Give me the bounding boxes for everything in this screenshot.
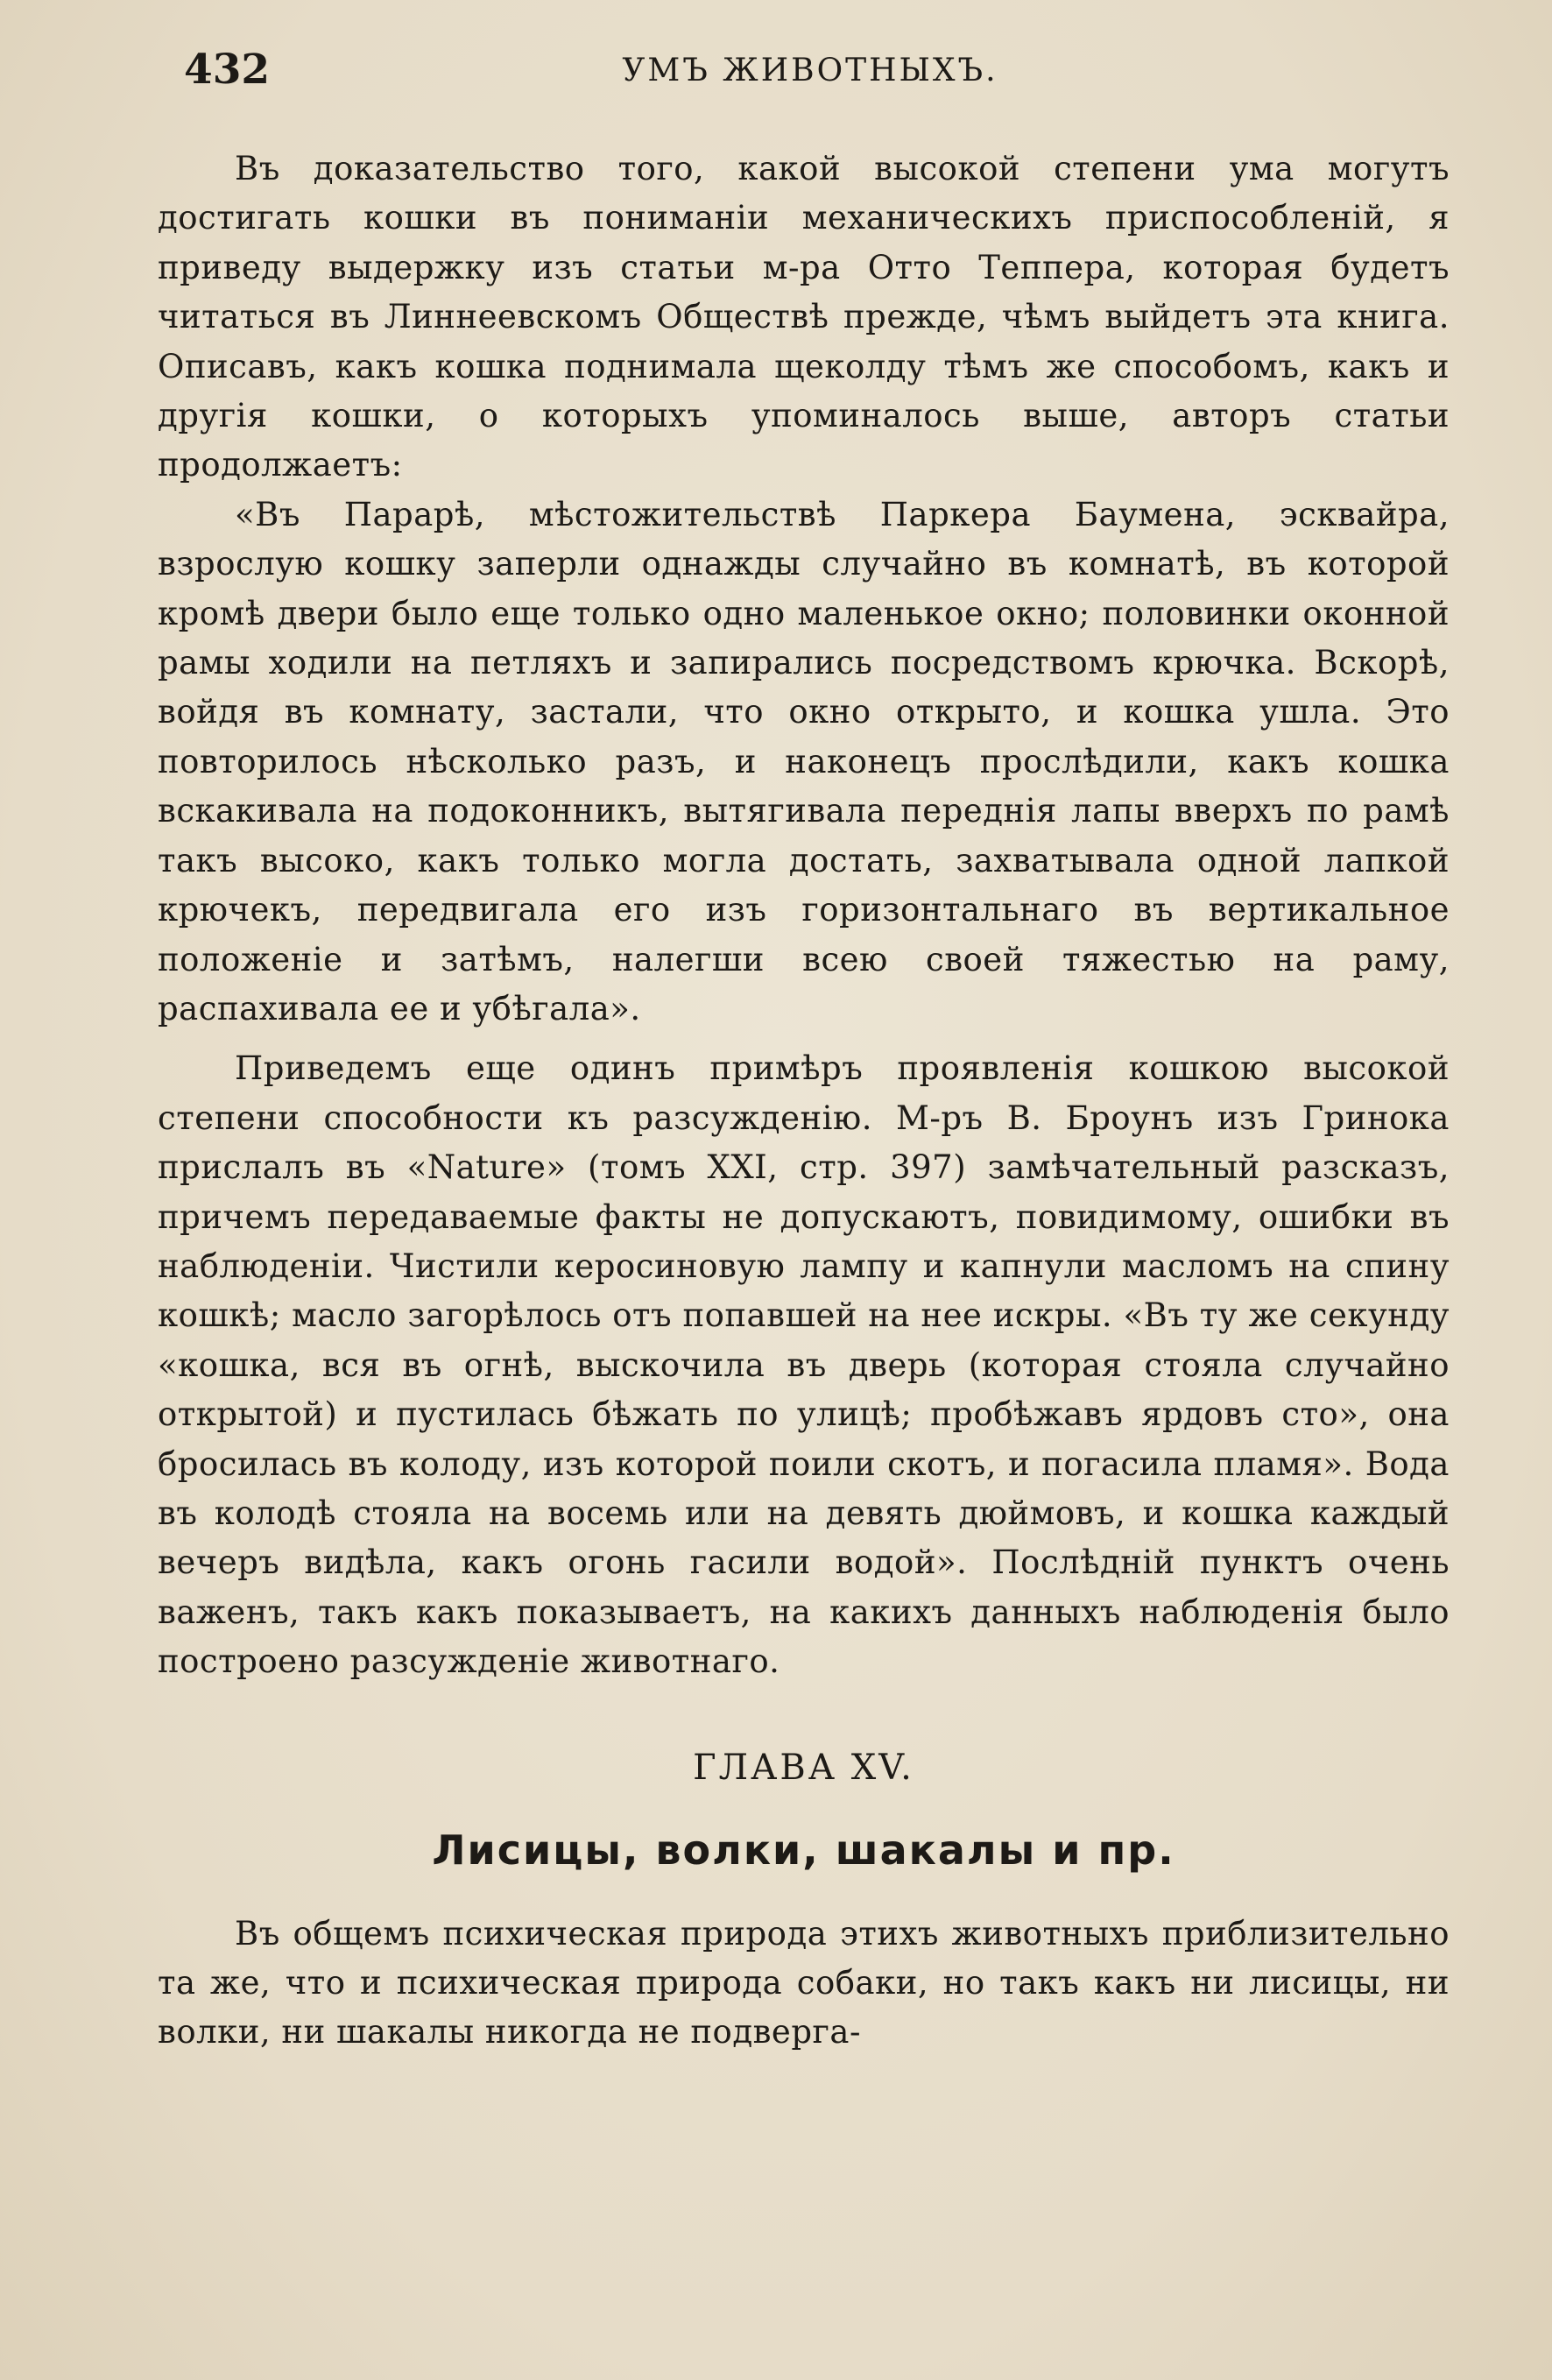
paragraph-3: Приведемъ еще одинъ примѣръ проявленія кошкою высокой степени способности къ разсужденію. М-ръ В. Броунъ изъ Гринока прислалъ въ «Nature» (томъ XXI, стр. 397) замѣчательный разсказъ, причемъ передаваемые факты не допускаютъ, повидимому, ошибки въ наблюденіи. Чистили керосиновую лампу и капнули масломъ на спину кошкѣ; масло загорѣлось отъ попавшей на нее искры. «Въ ту же секунду «кошка, вся въ огнѣ, выскочила въ дверь (которая стояла случайно открытой) и пустилась бѣжать по улицѣ; пробѣжавъ ярдовъ сто», она бросилась въ колоду, изъ которой поили скотъ, и погасила пламя». Вода въ колодѣ стояла на восемь или на девять дюймовъ, и кошка каждый вечеръ видѣла, какъ огонь гасили водой». Послѣдній пунктъ очень важенъ, такъ какъ показываетъ, на какихъ данныхъ наблюденія было построено разсужденіе животнаго. [158, 1049, 1450, 1681]
body-text [158, 145, 1450, 2058]
chapter-title: Лисицы, волки, шакалы и пр. [432, 1826, 1175, 1874]
running-title: УМЪ ЖИВОТНЫХЪ. [622, 53, 998, 88]
page-header [184, 46, 1436, 98]
paragraph-1: Въ доказательство того, какой высокой степени ума могутъ достигать кошки въ пониманіи механическихъ приспособленій, я приведу выдержку изъ статьи м-ра Отто Теппера, которая будетъ читаться въ Линнеевскомъ Обществѣ прежде, чѣмъ выйдетъ эта книга. Описавъ, какъ кошка поднимала щеколду тѣмъ же способомъ, какъ и другія кошки, о которыхъ упоминалось выше, авторъ статьи продолжаетъ: [158, 150, 1450, 484]
page-number: 432 [184, 46, 271, 94]
chapter-opening-paragraph: Въ общемъ психическая природа этихъ животныхъ приблизительно та же, что и психическая природа собаки, но такъ какъ ни лисицы, ни волки, ни шакалы никогда не подверга- [158, 1914, 1450, 2052]
quote-paragraph: «Въ Парарѣ, мѣстожительствѣ Паркера Баумена, эсквайра, взрослую кошку заперли однажды случайно въ комнатѣ, въ которой кромѣ двери было еще только одно маленькое окно; половинки оконной рамы ходили на петляхъ и запирались посредствомъ крючка. Вскорѣ, войдя въ комнату, застали, что окно открыто, и кошка ушла. Это повторилось нѣсколько разъ, и наконецъ прослѣдили, какъ кошка вскакивала на подоконникъ, вытягивала переднія лапы вверхъ по рамѣ такъ высоко, какъ только могла достать, захватывала одной лапкой крючекъ, передвигала его изъ горизонтальнаго въ вертикальное положеніе и затѣмъ, налегши всею своей тяжестью на раму, распахивала ее и убѣгала». [158, 495, 1450, 1028]
chapter-number: ГЛАВА XV. [693, 1747, 914, 1788]
